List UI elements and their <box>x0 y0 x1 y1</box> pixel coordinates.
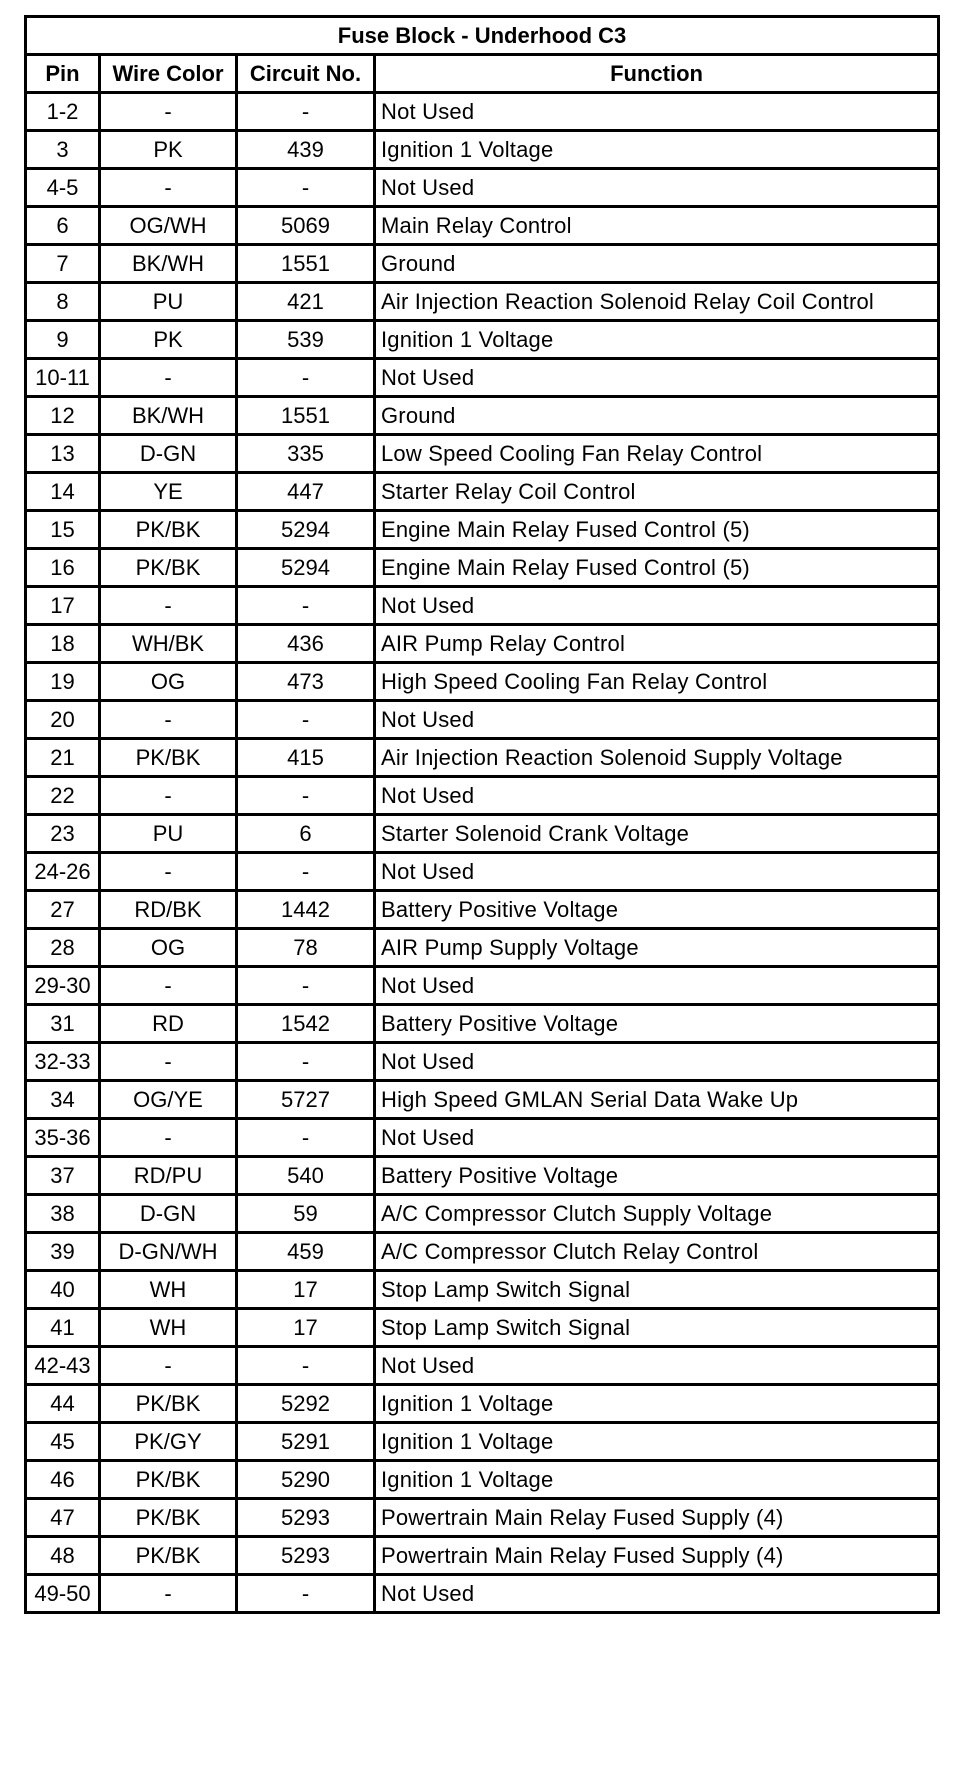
wire-color-cell: PK <box>100 321 237 359</box>
circuit-no-cell: 78 <box>237 929 375 967</box>
table-row <box>26 1309 939 1347</box>
circuit-no-cell: 5727 <box>237 1081 375 1119</box>
circuit-no-cell: 17 <box>237 1309 375 1347</box>
circuit-no-cell: 17 <box>237 1271 375 1309</box>
pin-cell: 1-2 <box>26 93 100 131</box>
function-cell: Engine Main Relay Fused Control (5) <box>375 549 939 587</box>
wire-color-cell: - <box>100 1043 237 1081</box>
pin-cell: 32-33 <box>26 1043 100 1081</box>
wire-color-cell: - <box>100 853 237 891</box>
pin-cell: 17 <box>26 587 100 625</box>
table-row <box>26 283 939 321</box>
function-cell: Ignition 1 Voltage <box>375 1461 939 1499</box>
function-cell: Ignition 1 Voltage <box>375 321 939 359</box>
wire-color-cell: PK/BK <box>100 739 237 777</box>
pin-cell: 10-11 <box>26 359 100 397</box>
pin-cell: 14 <box>26 473 100 511</box>
pin-cell: 45 <box>26 1423 100 1461</box>
circuit-no-cell: 5291 <box>237 1423 375 1461</box>
function-cell: Engine Main Relay Fused Control (5) <box>375 511 939 549</box>
circuit-no-cell: 415 <box>237 739 375 777</box>
table-row <box>26 1499 939 1537</box>
wire-color-cell: OG <box>100 663 237 701</box>
wire-color-cell: - <box>100 359 237 397</box>
pin-cell: 49-50 <box>26 1575 100 1613</box>
wire-color-cell: PK/BK <box>100 1385 237 1423</box>
function-cell: Air Injection Reaction Solenoid Relay Coil Control <box>375 283 939 321</box>
table-row <box>26 1537 939 1575</box>
header-pin: Pin <box>26 55 100 93</box>
wire-color-cell: OG/YE <box>100 1081 237 1119</box>
function-cell: High Speed GMLAN Serial Data Wake Up <box>375 1081 939 1119</box>
pin-cell: 38 <box>26 1195 100 1233</box>
function-cell: Ground <box>375 397 939 435</box>
pin-cell: 12 <box>26 397 100 435</box>
pin-cell: 41 <box>26 1309 100 1347</box>
circuit-no-cell: 5290 <box>237 1461 375 1499</box>
wire-color-cell: RD/BK <box>100 891 237 929</box>
pin-cell: 20 <box>26 701 100 739</box>
pin-cell: 3 <box>26 131 100 169</box>
function-cell: A/C Compressor Clutch Relay Control <box>375 1233 939 1271</box>
circuit-no-cell: 1551 <box>237 397 375 435</box>
table-row <box>26 1461 939 1499</box>
table-row <box>26 1347 939 1385</box>
circuit-no-cell: 540 <box>237 1157 375 1195</box>
table-row <box>26 1385 939 1423</box>
wire-color-cell: OG/WH <box>100 207 237 245</box>
pin-cell: 37 <box>26 1157 100 1195</box>
table-title: Fuse Block - Underhood C3 <box>26 17 939 55</box>
pin-cell: 21 <box>26 739 100 777</box>
function-cell: Battery Positive Voltage <box>375 1005 939 1043</box>
circuit-no-cell: 436 <box>237 625 375 663</box>
table-row <box>26 1195 939 1233</box>
wire-color-cell: - <box>100 701 237 739</box>
table-row <box>26 511 939 549</box>
pin-cell: 31 <box>26 1005 100 1043</box>
function-cell: Ignition 1 Voltage <box>375 1423 939 1461</box>
function-cell: Not Used <box>375 587 939 625</box>
circuit-no-cell: 1551 <box>237 245 375 283</box>
title-row <box>26 17 939 55</box>
circuit-no-cell: - <box>237 587 375 625</box>
circuit-no-cell: 473 <box>237 663 375 701</box>
pin-cell: 22 <box>26 777 100 815</box>
table-row <box>26 1119 939 1157</box>
wire-color-cell: PU <box>100 283 237 321</box>
wire-color-cell: PK <box>100 131 237 169</box>
header-wire-color: Wire Color <box>100 55 237 93</box>
function-cell: Stop Lamp Switch Signal <box>375 1309 939 1347</box>
pin-cell: 29-30 <box>26 967 100 1005</box>
function-cell: Battery Positive Voltage <box>375 1157 939 1195</box>
circuit-no-cell: 421 <box>237 283 375 321</box>
wire-color-cell: PK/BK <box>100 511 237 549</box>
table-row <box>26 929 939 967</box>
pin-cell: 24-26 <box>26 853 100 891</box>
circuit-no-cell: - <box>237 1043 375 1081</box>
wire-color-cell: PK/GY <box>100 1423 237 1461</box>
pin-cell: 27 <box>26 891 100 929</box>
circuit-no-cell: 6 <box>237 815 375 853</box>
table-row <box>26 473 939 511</box>
function-cell: Not Used <box>375 169 939 207</box>
table-row <box>26 625 939 663</box>
circuit-no-cell: - <box>237 967 375 1005</box>
circuit-no-cell: 539 <box>237 321 375 359</box>
pin-cell: 13 <box>26 435 100 473</box>
wire-color-cell: WH/BK <box>100 625 237 663</box>
pin-cell: 23 <box>26 815 100 853</box>
table-row <box>26 397 939 435</box>
function-cell: A/C Compressor Clutch Supply Voltage <box>375 1195 939 1233</box>
wire-color-cell: BK/WH <box>100 245 237 283</box>
pin-cell: 8 <box>26 283 100 321</box>
function-cell: Starter Relay Coil Control <box>375 473 939 511</box>
wire-color-cell: D-GN <box>100 435 237 473</box>
circuit-no-cell: 5292 <box>237 1385 375 1423</box>
wire-color-cell: PK/BK <box>100 549 237 587</box>
pin-cell: 16 <box>26 549 100 587</box>
table-row <box>26 739 939 777</box>
wire-color-cell: PK/BK <box>100 1461 237 1499</box>
circuit-no-cell: 1542 <box>237 1005 375 1043</box>
wire-color-cell: PK/BK <box>100 1537 237 1575</box>
function-cell: Main Relay Control <box>375 207 939 245</box>
circuit-no-cell: 5069 <box>237 207 375 245</box>
wire-color-cell: - <box>100 587 237 625</box>
header-circuit-no: Circuit No. <box>237 55 375 93</box>
function-cell: Low Speed Cooling Fan Relay Control <box>375 435 939 473</box>
table-row <box>26 1081 939 1119</box>
table-row <box>26 1157 939 1195</box>
function-cell: Air Injection Reaction Solenoid Supply Voltage <box>375 739 939 777</box>
pin-cell: 35-36 <box>26 1119 100 1157</box>
function-cell: Ground <box>375 245 939 283</box>
wire-color-cell: - <box>100 1119 237 1157</box>
function-cell: Not Used <box>375 1119 939 1157</box>
header-function: Function <box>375 55 939 93</box>
table-row <box>26 169 939 207</box>
pin-cell: 7 <box>26 245 100 283</box>
function-cell: Ignition 1 Voltage <box>375 1385 939 1423</box>
wire-color-cell: - <box>100 967 237 1005</box>
wire-color-cell: WH <box>100 1271 237 1309</box>
pin-cell: 9 <box>26 321 100 359</box>
pin-cell: 39 <box>26 1233 100 1271</box>
wire-color-cell: RD <box>100 1005 237 1043</box>
function-cell: Not Used <box>375 359 939 397</box>
pin-cell: 47 <box>26 1499 100 1537</box>
table-row <box>26 701 939 739</box>
function-cell: AIR Pump Relay Control <box>375 625 939 663</box>
table-row <box>26 663 939 701</box>
pin-cell: 15 <box>26 511 100 549</box>
function-cell: Not Used <box>375 967 939 1005</box>
table-row <box>26 1271 939 1309</box>
pin-cell: 19 <box>26 663 100 701</box>
wire-color-cell: RD/PU <box>100 1157 237 1195</box>
wire-color-cell: - <box>100 777 237 815</box>
function-cell: Not Used <box>375 1043 939 1081</box>
function-cell: Not Used <box>375 1347 939 1385</box>
circuit-no-cell: 5294 <box>237 511 375 549</box>
function-cell: Not Used <box>375 853 939 891</box>
circuit-no-cell: - <box>237 853 375 891</box>
table-row <box>26 93 939 131</box>
circuit-no-cell: - <box>237 777 375 815</box>
function-cell: Powertrain Main Relay Fused Supply (4) <box>375 1537 939 1575</box>
function-cell: Ignition 1 Voltage <box>375 131 939 169</box>
pin-cell: 6 <box>26 207 100 245</box>
circuit-no-cell: 5293 <box>237 1537 375 1575</box>
table-row <box>26 1233 939 1271</box>
pin-cell: 34 <box>26 1081 100 1119</box>
connector-pinout-table <box>24 15 940 1614</box>
table-row <box>26 1005 939 1043</box>
circuit-no-cell: 439 <box>237 131 375 169</box>
table-row <box>26 359 939 397</box>
pin-cell: 44 <box>26 1385 100 1423</box>
pin-cell: 46 <box>26 1461 100 1499</box>
pin-cell: 48 <box>26 1537 100 1575</box>
wire-color-cell: D-GN <box>100 1195 237 1233</box>
circuit-no-cell: 5293 <box>237 1499 375 1537</box>
table-row <box>26 853 939 891</box>
table-row <box>26 435 939 473</box>
function-cell: Not Used <box>375 777 939 815</box>
table-row <box>26 587 939 625</box>
pin-cell: 40 <box>26 1271 100 1309</box>
circuit-no-cell: - <box>237 701 375 739</box>
pin-cell: 18 <box>26 625 100 663</box>
table-row <box>26 1423 939 1461</box>
function-cell: Not Used <box>375 701 939 739</box>
circuit-no-cell: - <box>237 1119 375 1157</box>
table-row <box>26 207 939 245</box>
function-cell: Not Used <box>375 1575 939 1613</box>
function-cell: Starter Solenoid Crank Voltage <box>375 815 939 853</box>
pin-cell: 42-43 <box>26 1347 100 1385</box>
circuit-no-cell: - <box>237 169 375 207</box>
wire-color-cell: OG <box>100 929 237 967</box>
table-row <box>26 815 939 853</box>
wire-color-cell: BK/WH <box>100 397 237 435</box>
table-row <box>26 321 939 359</box>
circuit-no-cell: - <box>237 1347 375 1385</box>
wire-color-cell: WH <box>100 1309 237 1347</box>
wire-color-cell: YE <box>100 473 237 511</box>
circuit-no-cell: 5294 <box>237 549 375 587</box>
table-row <box>26 245 939 283</box>
wire-color-cell: - <box>100 1575 237 1613</box>
wire-color-cell: - <box>100 169 237 207</box>
circuit-no-cell: 459 <box>237 1233 375 1271</box>
circuit-no-cell: 1442 <box>237 891 375 929</box>
table-body <box>26 93 939 1613</box>
function-cell: Not Used <box>375 93 939 131</box>
wire-color-cell: - <box>100 93 237 131</box>
connector-pinout-sheet <box>24 15 937 1614</box>
pin-cell: 4-5 <box>26 169 100 207</box>
circuit-no-cell: 447 <box>237 473 375 511</box>
wire-color-cell: PK/BK <box>100 1499 237 1537</box>
circuit-no-cell: - <box>237 1575 375 1613</box>
function-cell: Battery Positive Voltage <box>375 891 939 929</box>
function-cell: High Speed Cooling Fan Relay Control <box>375 663 939 701</box>
table-row <box>26 777 939 815</box>
circuit-no-cell: 335 <box>237 435 375 473</box>
table-row <box>26 131 939 169</box>
table-row <box>26 891 939 929</box>
table-row <box>26 967 939 1005</box>
circuit-no-cell: - <box>237 93 375 131</box>
wire-color-cell: - <box>100 1347 237 1385</box>
table-row <box>26 549 939 587</box>
circuit-no-cell: 59 <box>237 1195 375 1233</box>
header-row <box>26 55 939 93</box>
pin-cell: 28 <box>26 929 100 967</box>
function-cell: AIR Pump Supply Voltage <box>375 929 939 967</box>
wire-color-cell: PU <box>100 815 237 853</box>
function-cell: Powertrain Main Relay Fused Supply (4) <box>375 1499 939 1537</box>
wire-color-cell: D-GN/WH <box>100 1233 237 1271</box>
function-cell: Stop Lamp Switch Signal <box>375 1271 939 1309</box>
table-row <box>26 1043 939 1081</box>
table-row <box>26 1575 939 1613</box>
circuit-no-cell: - <box>237 359 375 397</box>
